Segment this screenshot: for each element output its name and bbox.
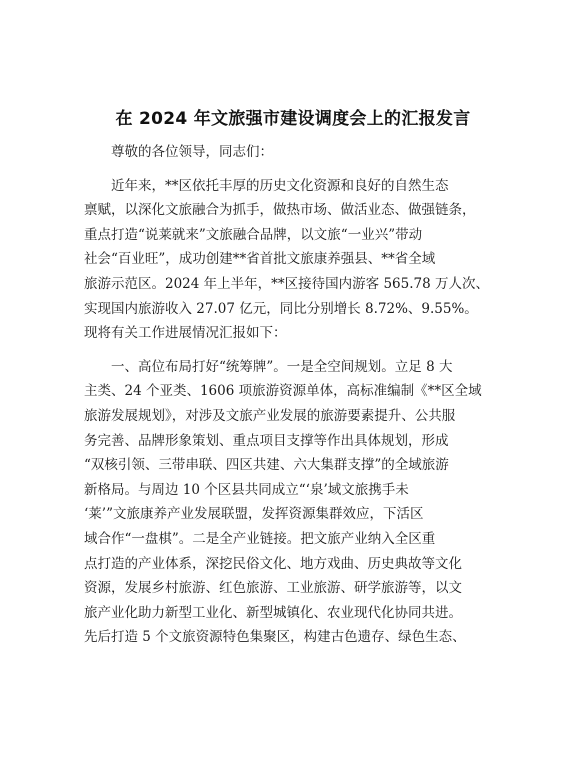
paragraph-line: 社会“百业旺”，成功创建**省首批文旅康养强县、**省全域	[84, 251, 436, 268]
paragraph-line: 旅游示范区。2024 年上半年，**区接待国内游客 565.78 万人次、	[84, 275, 489, 292]
paragraph-gap	[84, 346, 524, 355]
paragraph-line: 重点打造“说莱就来”文旅融合品牌，以文旅“一业兴”带动	[84, 226, 423, 243]
paragraph-line: 先后打造 5 个文旅资源特色集聚区，构建古色遗存、绿色生态、	[84, 629, 466, 646]
paragraph-line: 现将有关工作进展情况汇报如下：	[84, 325, 287, 342]
paragraph-1	[84, 174, 524, 346]
paragraph-line: 旅产业化助力新型工业化、新型城镇化、农业现代化协同共进。	[84, 604, 462, 621]
paragraph-line: 务完善、品牌形象策划、重点项目支撑等作出具体规划，形成	[84, 432, 449, 449]
paragraph-gap	[84, 165, 524, 174]
paragraph-line: 主类、24 个亚类、1606 项旅游资源单体，高标准编制《**区全域	[84, 383, 482, 400]
salutation: 尊敬的各位领导，同志们：	[111, 144, 273, 160]
paragraph-line: 近年来，**区依托丰厚的历史文化资源和良好的自然生态	[111, 177, 449, 194]
paragraph-line: 点打造的产业体系，深挖民俗文化、地方戏曲、历史典故等文化	[84, 555, 462, 572]
document-title: 在 2024 年文旅强市建设调度会上的汇报发言	[115, 109, 471, 129]
paragraph-line: 资源，发展乡村旅游、红色旅游、工业旅游、研学旅游等，以文	[84, 580, 462, 597]
paragraph-line: 域合作“一盘棋”。二是全产业链接。把文旅产业纳入全区重	[84, 530, 436, 547]
paragraph-line: “双核引领、三带串联、四区共建、六大集群支撑”的全域旅游	[84, 457, 449, 474]
paragraph-line: 实现国内旅游收入 27.07 亿元，同比分别增长 8.72%、9.55%。	[84, 300, 478, 317]
paragraph-line: 旅游发展规划》，对涉及文旅产业发展的旅游要素提升、公共服	[84, 407, 456, 424]
paragraph-2	[84, 355, 524, 650]
paragraph-line: 禀赋，以深化文旅融合为抓手，做热市场、做活业态、做强链条，	[84, 202, 476, 219]
paragraph-line: 一、高位布局打好“统筹牌”。一是全空间规划。立足 8 大	[111, 358, 453, 375]
paragraph-line: ‘莱’”文旅康养产业发展联盟，发挥资源集群效应，下活区	[84, 506, 424, 523]
paragraph-line: 新格局。与周边 10 个区县共同成立“‘泉’域文旅携手未	[84, 481, 409, 498]
document-body	[84, 140, 524, 650]
